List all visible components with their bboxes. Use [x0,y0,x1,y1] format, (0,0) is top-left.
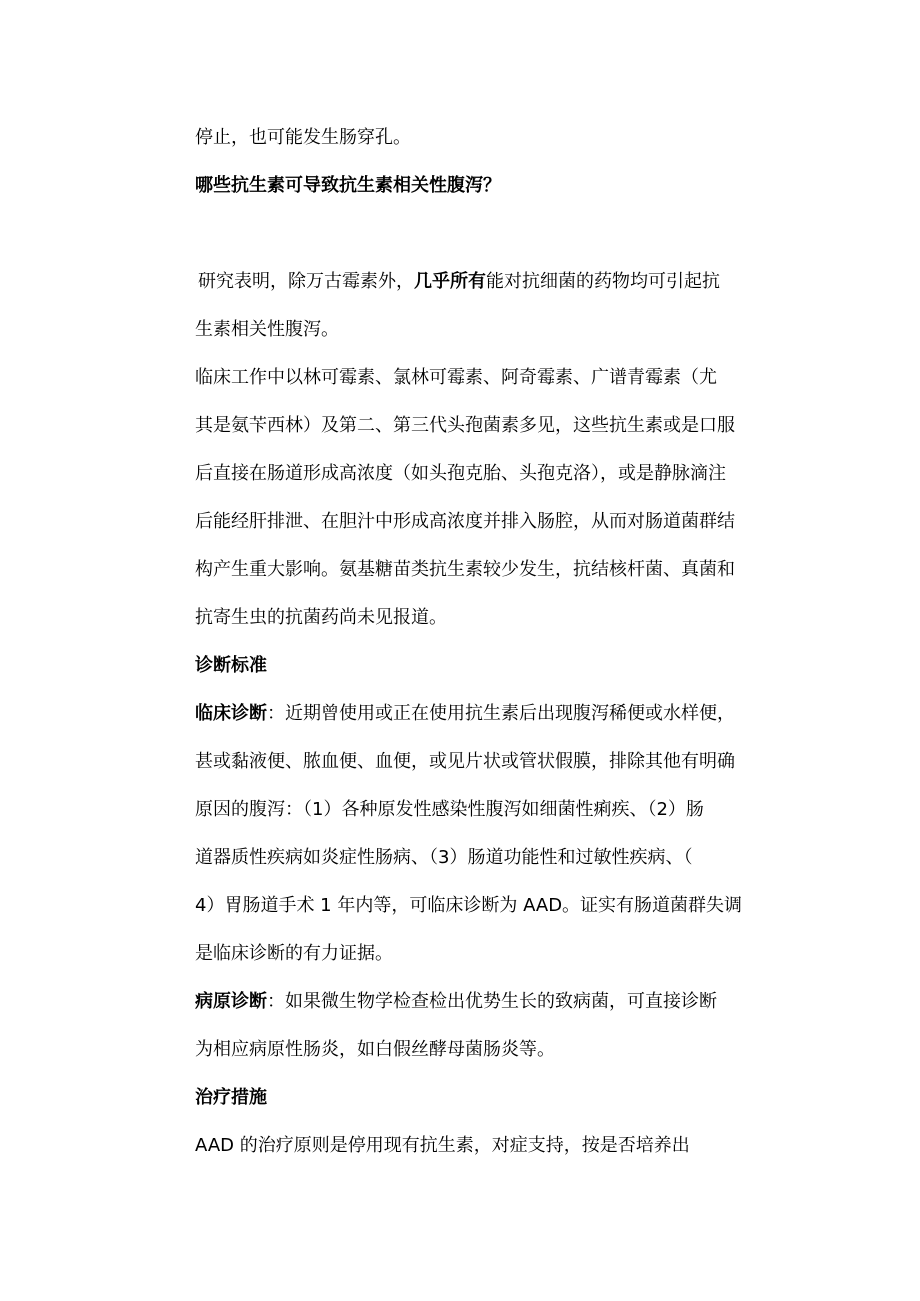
text-line: AAD 的治疗原则是停用现有抗生素，对症支持，按是否培养出 [195,1135,690,1156]
text-segment: 能对抗细菌的药物均可引起抗 [486,271,720,292]
text-line: 4）胃肠道手术 1 年内等，可临床诊断为 AAD。证实有肠道菌群失调 [195,895,743,916]
text-segment: 研究表明，除万古霉素外， [198,271,414,292]
text-line [195,702,805,726]
text-line: 停止，也可能发生肠穿孔。 [195,127,411,148]
bold-text: 几乎所有 [414,271,486,292]
text-line: 构产生重大影响。氨基糖苗类抗生素较少发生，抗结核杆菌、真菌和 [195,559,735,580]
text-line: 后能经肝排泄、在胆汁中形成高浓度并排入肠腔，从而对肠道菌群结 [195,511,735,532]
text-line: 是临床诊断的有力证据。 [195,943,393,964]
bold-text: 临床诊断 [195,703,267,724]
text-line: 后直接在肠道形成高浓度（如头孢克胎、头孢克洛），或是静脉滴注 [195,463,726,484]
bold-text: 病原诊断 [195,991,267,1012]
text-line [195,990,805,1014]
section-heading: 诊断标准 [195,655,267,676]
text-line: 甚或黏液便、脓血便、血便，或见片状或管状假膜，排除其他有明确 [195,751,735,772]
text-line: 原因的腹泻：（1）各种原发性感染性腹泻如细菌性痢疾、（2）肠 [195,799,704,820]
text-line: 临床工作中以林可霉素、氯林可霉素、阿奇霉素、广谱青霉素（尤 [195,367,717,388]
text-line: 道器质性疾病如炎症性肠病、（3）肠道功能性和过敏性疾病、（ [195,847,693,868]
section-heading: 治疗措施 [195,1087,267,1108]
text-line: 为相应病原性肠炎，如白假丝酵母菌肠炎等。 [195,1039,555,1060]
text-line: 其是氨苄西林）及第二、第三代头孢菌素多见，这些抗生素或是口服 [195,415,735,436]
text-line: 抗寄生虫的抗菌药尚未见报道。 [195,607,447,628]
text-line [198,270,808,294]
text-segment: ：如果微生物学检查检出优势生长的致病菌，可直接诊断 [267,991,717,1012]
section-heading: 哪些抗生素可导致抗生素相关性腹泻？ [195,175,501,196]
text-segment: ：近期曾使用或正在使用抗生素后出现腹泻稀便或水样便， [267,703,735,724]
text-line: 生素相关性腹泻。 [195,319,339,340]
